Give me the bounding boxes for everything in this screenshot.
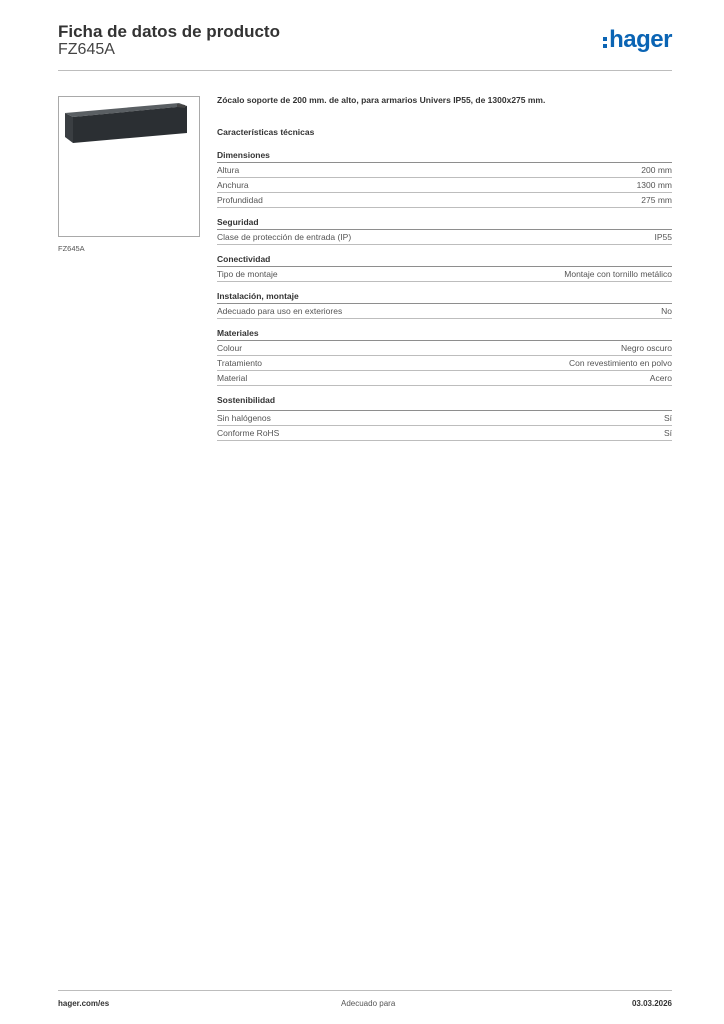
- spec-group-title: Materiales: [217, 328, 672, 341]
- spec-value: IP55: [654, 232, 672, 242]
- spec-row: [217, 178, 672, 193]
- spec-row: [217, 267, 672, 282]
- logo-dots-icon: [603, 37, 607, 48]
- spec-group-connectivity: [217, 254, 672, 282]
- spec-group-title: Sostenibilidad: [217, 395, 672, 411]
- spec-row: [217, 411, 672, 426]
- spec-group-security: [217, 217, 672, 245]
- spec-row: [217, 426, 672, 441]
- spec-row: [217, 193, 672, 208]
- image-caption: FZ645A: [58, 244, 85, 253]
- spec-value: 1300 mm: [636, 180, 672, 190]
- spec-label: Colour: [217, 343, 243, 353]
- spec-group-title: Conectividad: [217, 254, 672, 267]
- spec-value: Con revestimiento en polvo: [568, 358, 672, 368]
- specs-section-title: Características técnicas: [217, 127, 315, 137]
- spec-label: Material: [217, 373, 248, 383]
- spec-label: Tipo de montaje: [217, 269, 278, 279]
- spec-value: Sí: [663, 413, 672, 423]
- page-footer: [58, 990, 672, 1015]
- spec-value: Negro oscuro: [620, 343, 672, 353]
- spec-row: [217, 341, 672, 356]
- page-title: Ficha de datos de producto: [58, 22, 280, 41]
- footer-date: 03.03.2026: [631, 999, 672, 1008]
- spec-group-title: Dimensiones: [217, 150, 672, 163]
- spec-label: Anchura: [217, 180, 249, 190]
- black-plinth-product-image: [59, 97, 199, 236]
- spec-group-title: Instalación, montaje: [217, 291, 672, 304]
- spec-row: [217, 371, 672, 386]
- spec-value: Acero: [649, 373, 672, 383]
- spec-label: Altura: [217, 165, 240, 175]
- spec-row: [217, 356, 672, 371]
- logo-text: hager: [609, 26, 672, 53]
- footer-website-link[interactable]: hager.com/es: [58, 999, 110, 1008]
- page-header: [58, 20, 672, 71]
- spec-value: 200 mm: [641, 165, 672, 175]
- spec-group-dimensions: [217, 150, 672, 208]
- spec-label: Clase de protección de entrada (IP): [217, 232, 352, 242]
- spec-group-installation: [217, 291, 672, 319]
- spec-label: Adecuado para uso en exteriores: [217, 306, 343, 316]
- spec-row: [217, 304, 672, 319]
- spec-value: No: [661, 306, 672, 316]
- spec-row: [217, 163, 672, 178]
- spec-group-materials: [217, 328, 672, 386]
- product-content: [217, 95, 672, 450]
- product-code: FZ645A: [58, 41, 115, 58]
- spec-label: Tratamiento: [217, 358, 263, 368]
- footer-center-text: Adecuado para: [341, 999, 396, 1008]
- spec-value: Sí: [663, 428, 672, 438]
- spec-value: Montaje con tornillo metálico: [564, 269, 672, 279]
- hager-logo: [603, 26, 672, 54]
- product-description: Zócalo soporte de 200 mm. de alto, para armarios Univers IP55, de 1300x275 mm.: [217, 95, 546, 105]
- spec-row: [217, 230, 672, 245]
- spec-label: Profundidad: [217, 195, 263, 205]
- product-image: [58, 96, 200, 237]
- spec-value: 275 mm: [641, 195, 672, 205]
- spec-label: Conforme RoHS: [217, 428, 280, 438]
- spec-group-sustainability: [217, 395, 672, 441]
- spec-group-title: Seguridad: [217, 217, 672, 230]
- spec-label: Sin halógenos: [217, 413, 271, 423]
